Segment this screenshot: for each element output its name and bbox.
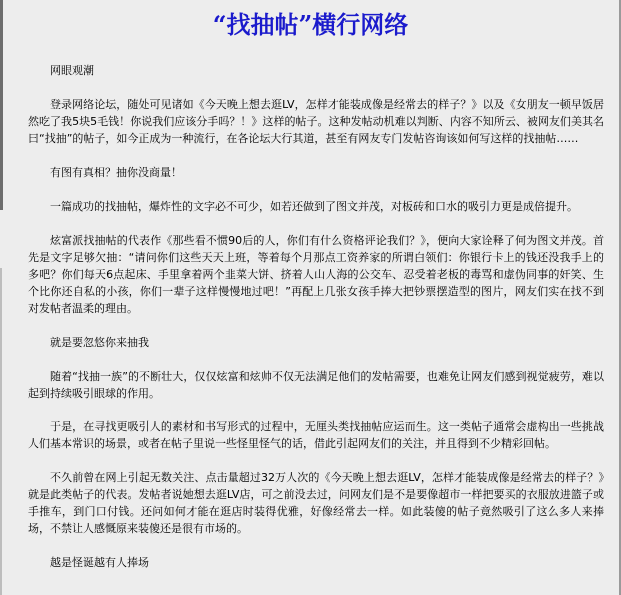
article-body [28, 62, 604, 571]
section-heading-1: 有图有真相？抽你没商量！ [50, 166, 182, 179]
article-source: 网眼观潮 [50, 64, 94, 77]
paragraph-intro: 登录网络论坛，随处可见诸如《今天晚上想去逛LV，怎样才能装成像是经常去的样子？》以及《女朋友一顿早饭居然吃了我5块5毛钱！你说我们应该分手吗？！》这样的帖子。这种发帖动机难以判断、内容不知所云、被网友们美其名曰“找抽”的帖子，如今正成为一种流行，在各论坛大行其道，甚至有网友专门发帖咨询该如何写这样的找抽帖…… [28, 98, 604, 145]
left-frame-border-lower [0, 268, 2, 595]
paragraph: 于是，在寻找更吸引人的素材和书写形式的过程中，无厘头类找抽帖应运而生。这一类帖子通常会虚构出一些挑战人们基本常识的场景，或者在帖子里说一些怪里怪气的话，借此引起网友们的关注，并且得到不少精彩回帖。 [28, 420, 604, 450]
article-title: “找抽帖”横行网络 [212, 10, 409, 39]
paragraph: 随着“找抽一族”的不断壮大，仅仅炫富和炫帅不仅无法满足他们的发帖需要，也难免让网友们感到视觉疲劳，难以起到持续吸引眼球的作用。 [28, 370, 604, 400]
paragraph: 炫富派找抽帖的代表作《那些看不惯90后的人，你们有什么资格评论我们？》，便向大家诠释了何为图文并茂。首先是文字足够欠抽：“请问你们这些天天上班，等着每个月那点工资养家的所谓白领们：你银行卡上的钱还没我手上的多吧？你们每天6点起床、手里拿着两个韭菜大饼、挤着人山人海的公交车、忍受着老板的毒骂和虚伪同事的奸笑、生个比你还自私的小孩，你们一辈子这样慢慢地过吧！”再配上几张女孩手捧大把钞票摆造型的图片，网友们实在找不到对发帖者温柔的理由。 [28, 234, 604, 315]
paragraph: 不久前曾在网上引起无数关注、点击量超过32万人次的《今天晚上想去逛LV，怎样才能装成像是经常去的样子？》就是此类帖子的代表。发帖者说她想去逛LV店，可之前没去过，问网友们是不是要像超市一样把要买的衣服放进篮子或手推车，到门口付钱。还问如何才能在逛店时装得优雅，好像经常去一样。如此装傻的帖子竟然吸引了这么多人来捧场，不禁让人感慨原来装傻还是很有市场的。 [28, 471, 604, 535]
paragraph: 一篇成功的找抽帖，爆炸性的文字必不可少，如若还做到了图文并茂，对板砖和口水的吸引力更是成倍提升。 [50, 200, 578, 213]
section-heading-3: 越是怪诞越有人捧场 [50, 556, 149, 569]
section-heading-2: 就是要忽悠你来抽我 [50, 336, 149, 349]
